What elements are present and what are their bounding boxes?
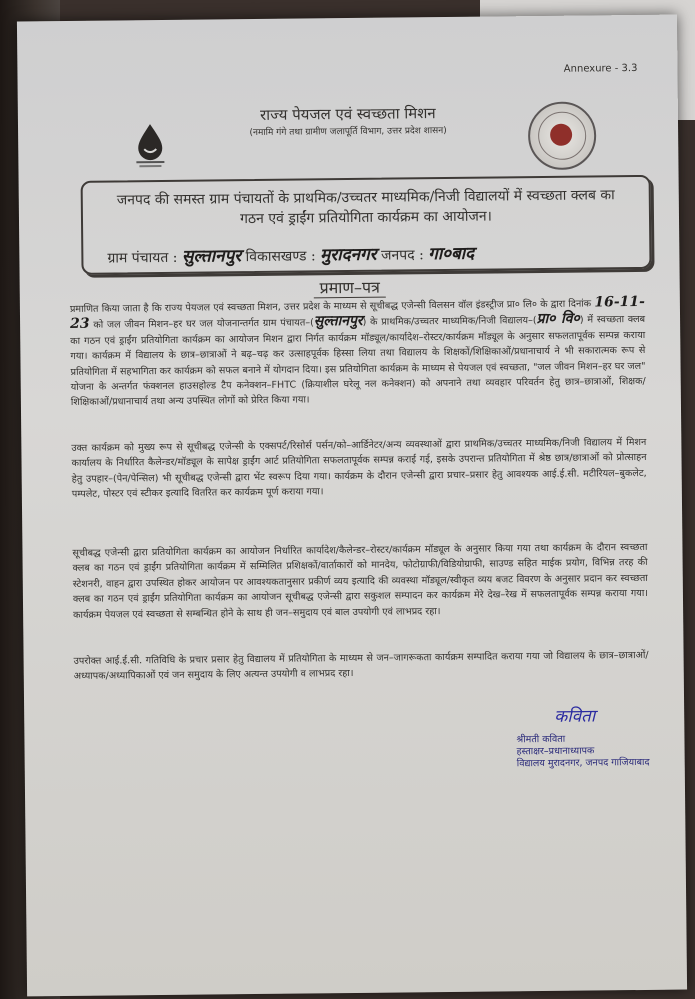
stamp-line-2: हस्ताक्षर–प्रधानाध्यापक — [516, 745, 595, 758]
program-title-box — [81, 175, 652, 275]
paragraph-3: सूचीबद्ध एजेन्सी द्वारा प्रतियोगिता कार्यक्रम का आयोजन निर्धारित कार्यादेश/कैलेन्डर–रोस्टर/कार्यक्रम मॉड्यूल के अनुसार किया गया तथा कार्यक्रम के दौरान स्वच्छता क्लब का गठन एवं ड्राईंग प्रतियोगिता कार्यक्रम में सम्मिलित प्रशिक्षकों/वार्ताकारों को मानदेय, फोटोग्राफी/विडियोग्राफी, साउण्ड सहित माईक प्रयोग, विभिन्न तरह की स्टेशनरी, वाहन द्वारा उपस्थित होकर आयोजन पर आवश्यकतानुसार प्रकीर्ण व्यय इत्यादि की व्यवस्था मॉड्यूल/स्वीकृत व्यय बजट विवरण के अनुसार प्रदान कर स्वच्छता क्लब का गठन एवं ड्राईंग प्रतियोगिता कार्यक्रम का आयोजन सूचीबद्ध एजेन्सी द्वारा सकुशल सम्पादन कर कार्यक्रम मेरे देख–रेख में सफलतापूर्वक सम्पन्न कराया गया। कार्यक्रम पेयजल एवं स्वच्छता से सम्बन्धित होने के साथ ही जन–समुदाय एवं बाल उपयोगी एवं लाभप्रद रहा। — [72, 541, 648, 621]
school-handwritten: प्रा० वि० — [536, 311, 580, 328]
location-fields — [107, 241, 474, 268]
paragraph-4: उपरोक्त आई.ई.सी. गतिविधि के प्रचार प्रसार हेतु विद्यालय में प्रतियोगिता के माध्यम से जन–जागरूकता कार्यक्रम सम्पादित कराया गया जो विद्यालय के छात्र–छात्राओं/अध्यापक/अध्यापिकाओं एवं जन समुदाय के लिए अत्यन्त उपयोगी व लाभप्रद रहा। — [73, 649, 649, 683]
program-date: 16-11-23 — [70, 293, 645, 333]
janpad-label: जनपद : — [380, 247, 424, 264]
gram-panchayat-handwritten: सुल्तानपुर — [313, 313, 363, 330]
vikas-khand-label: विकासखण्ड : — [245, 248, 316, 266]
vikas-khand-value: मुरादनगर — [319, 244, 377, 266]
gram-panchayat-label: ग्राम पंचायत : — [107, 249, 178, 267]
certificate-heading: प्रमाण–पत्र — [20, 273, 680, 302]
gram-panchayat-value: सुल्तानपुर — [181, 246, 242, 267]
mission-title: राज्य पेयजल एवं स्वच्छता मिशन — [260, 104, 436, 124]
janpad-value: गा०बाद — [428, 243, 475, 265]
stamp-line-3: विद्यालय मुरादनगर, जनपद गाजियाबाद — [516, 756, 650, 770]
certificate-page — [17, 15, 687, 997]
signature-scribble: कविता — [554, 706, 596, 727]
program-title-line1: जनपद की समस्त ग्राम पंचायतों के प्राथमिक/उच्चतर माध्यमिक/निजी विद्यालयों में स्वच्छता क्लब का — [116, 187, 615, 209]
stamp-line-1: श्रीमती कविता — [516, 733, 566, 746]
program-title-line2: गठन एवं ड्राईंग प्रतियोगिता कार्यक्रम का आयोजन। — [239, 208, 492, 228]
mission-subtitle: (नमामि गंगे तथा ग्रामीण जलापूर्ति विभाग, उत्तर प्रदेश शासन) — [249, 125, 447, 139]
paragraph-2: उक्त कार्यक्रम को मुख्य रूप से सूचीबद्ध एजेन्सी के एक्सपर्ट/रिसोर्स पर्सन/को–आर्डिनेटर/अन्य व्यवस्थाओं द्वारा प्राथमिक/उच्चतर माध्यमिक/निजी विद्यालय में मिशन कार्यालय के निर्धारित कैलेन्डर/मॉड्यूल के सापेक्ष ड्राईंग आर्ट प्रतियोगिता सफलतापूर्वक सम्पन्न कराई गई, इसके उपरान्त प्रतियोगिता में श्रेष्ठ छात्र/छात्राओं को प्रोत्साहन हेतु उपहार–(पेन/पेन्सिल) भी सूचीबद्ध एजेन्सी द्वारा भेंट स्वरूप दिया गया। कार्यक्रम के दौरान एजेन्सी द्वारा प्रचार–प्रसार हेतु आवश्यक आई.ई.सी. मटीरियल–बुकलेट, पम्पलेट, पोस्टर एवं स्टीकर इत्यादि वितरित कर कार्यक्रम पूर्ण कराया गया। — [71, 436, 647, 501]
paragraph-1: प्रमाणित किया जाता है कि राज्य पेयजल एवं स्वच्छता मिशन, उत्तर प्रदेश के माध्यम से सूचीबद्ध एजेन्सी विलसन वॉल इंडस्ट्रीज प्रा० लि० के द्वारा दिनांक 16-11-23 को जल जीवन मिशन–हर घर जल योजनान्तर्गत ग्राम पंचायत–(सुल्तानपुर) के प्राथमिक/उच्चतर माध्यमिक/निजी विद्यालय–(प्रा० वि०) में स्वच्छता क्लब का गठन एवं ड्राईंग प्रतियोगिता कार्यक्रम का आयोजन मिशन द्वारा निर्गत कार्यक्रम मॉड्यूल/कार्यादेश–रोस्टर/कार्यक्रम मॉड्यूल के अनुसार सफलतापूर्वक सम्पन्न कराया गया। कार्यक्रम में विद्यालय के छात्र–छात्राओं ने बढ़–चढ़ कर उत्साहपूर्वक हिस्सा लिया तथा विद्यालय के शिक्षकों/शिक्षिकाओं/प्रधानाचार्य ने भी सकारात्मक रूप से प्रतियोगिता में सहभागिता कर कार्यक्रम को सफल बनाने में योगदान दिया। इस प्रतियोगिता कार्यक्रम के माध्यम से पेयजल एवं स्वच्छता, "जल जीवन मिशन–हर घर जल" योजना के अन्तर्गत फंक्शनल हाउसहोल्ड टैप कनेक्शन–FHTC (क्रियाशील घरेलू नल कनेक्शन) को अपनाने तथा व्यवहार परिवर्तन हेतु छात्र–छात्राओं, शिक्षक/शिक्षिकाओं/प्रधानाचार्य तथा अन्य उपस्थित लोगों को प्रेरित किया गया। — [69, 293, 646, 409]
up-government-seal-icon — [528, 101, 597, 170]
annexure-label: Annexure - 3.3 — [563, 62, 638, 75]
signature-stamp — [516, 703, 677, 785]
